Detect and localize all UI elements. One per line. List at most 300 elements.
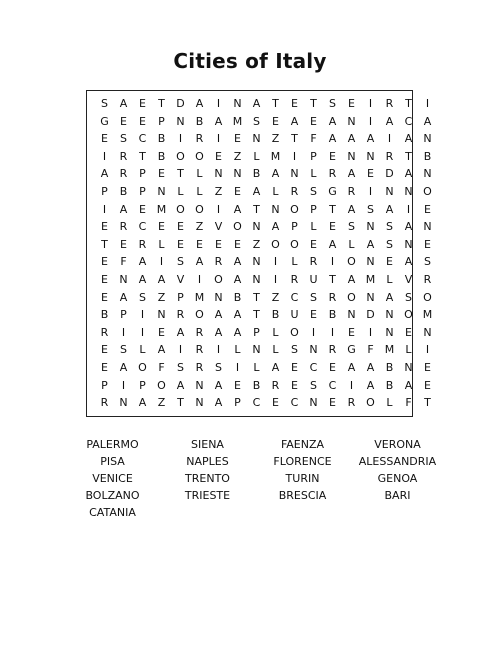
grid-row [95, 253, 437, 271]
grid-row [95, 289, 437, 307]
grid-letter: B [423, 149, 432, 163]
grid-letter: S [177, 255, 184, 269]
word-bank-item: SIENA [191, 438, 224, 451]
grid-letter: R [176, 308, 185, 322]
word-bank-item: VERONA [374, 438, 421, 451]
grid-letter: E [424, 202, 431, 216]
grid-letter: I [330, 255, 335, 269]
grid-letter: I [368, 114, 373, 128]
grid-letter: N [233, 97, 242, 110]
grid-letter: E [101, 132, 108, 146]
grid-row [95, 271, 437, 289]
grid-letter: E [215, 149, 222, 163]
grid-letter: B [157, 132, 166, 146]
grid-letter: T [101, 237, 108, 251]
grid-letter: E [329, 396, 336, 410]
grid-letter: B [100, 308, 109, 322]
grid-letter: B [195, 114, 204, 128]
grid-letter: P [139, 167, 146, 181]
grid-letter: P [310, 149, 317, 163]
grid-letter: A [119, 202, 128, 216]
grid-letter: A [214, 396, 223, 410]
grid-letter: I [368, 97, 373, 110]
grid-letter: E [234, 184, 241, 198]
grid-letter: B [385, 378, 394, 392]
grid-letter: O [233, 220, 242, 234]
grid-letter: N [347, 308, 356, 322]
grid-letter: A [119, 97, 128, 110]
grid-letter: R [271, 378, 280, 392]
grid-letter: N [423, 325, 432, 339]
grid-letter: D [176, 97, 185, 110]
grid-letter: N [252, 343, 261, 357]
grid-letter: M [270, 149, 281, 163]
grid-letter: U [309, 272, 318, 286]
grid-letter: P [234, 396, 241, 410]
grid-letter: E [291, 378, 298, 392]
grid-letter: E [139, 114, 146, 128]
grid-letter: T [405, 97, 412, 110]
grid-letter: L [405, 343, 412, 357]
grid-letter: A [233, 308, 242, 322]
grid-letter: I [159, 255, 164, 269]
grid-letter: N [309, 343, 318, 357]
grid-letter: A [214, 308, 223, 322]
grid-letter: L [253, 360, 260, 374]
grid-letter: C [290, 290, 299, 304]
grid-letter: T [329, 202, 336, 216]
grid-letter: A [347, 167, 356, 181]
grid-letter: P [139, 184, 146, 198]
grid-letter: A [233, 202, 242, 216]
grid-letter: I [216, 132, 221, 146]
grid-letter: L [234, 343, 241, 357]
grid-letter: I [216, 202, 221, 216]
grid-letter: A [328, 114, 337, 128]
grid-letter: I [368, 184, 373, 198]
grid-letter: Z [252, 237, 261, 251]
grid-letter: D [366, 308, 375, 322]
grid-letter: R [347, 396, 356, 410]
grid-letter: E [158, 167, 165, 181]
grid-letter: A [328, 132, 337, 146]
grid-letter: S [367, 202, 374, 216]
grid-letter: A [366, 237, 375, 251]
grid-letter: O [214, 272, 223, 286]
grid-letter: L [272, 325, 279, 339]
grid-letter: A [195, 255, 204, 269]
word-bank-item: TRIESTE [184, 489, 231, 502]
grid-letter: M [232, 114, 243, 128]
grid-letter: S [101, 97, 108, 110]
grid-letter: E [424, 237, 431, 251]
grid-letter: N [157, 308, 166, 322]
grid-letter: T [310, 97, 317, 110]
grid-letter: I [121, 325, 126, 339]
grid-letter: N [176, 114, 185, 128]
grid-letter: I [349, 378, 354, 392]
grid-letter: E [310, 114, 317, 128]
grid-letter: L [196, 167, 203, 181]
grid-letter: S [310, 290, 317, 304]
grid-letter: O [290, 237, 299, 251]
grid-letter: N [366, 290, 375, 304]
grid-letter: A [214, 378, 223, 392]
grid-letter: I [311, 325, 316, 339]
grid-letter: N [404, 184, 413, 198]
grid-row [95, 324, 437, 342]
grid-letter: T [329, 272, 336, 286]
grid-row [95, 377, 437, 395]
grid-letter: I [140, 308, 145, 322]
grid-letter: E [101, 290, 108, 304]
grid-letter: I [273, 272, 278, 286]
grid-letter: R [309, 255, 318, 269]
grid-letter: P [253, 325, 260, 339]
grid-letter: A [366, 132, 375, 146]
grid-letter: Z [157, 290, 166, 304]
grid-letter: A [119, 290, 128, 304]
grid-letter: E [272, 396, 279, 410]
grid-letter: C [404, 114, 413, 128]
grid-letter: L [177, 184, 184, 198]
grid-letter: O [290, 202, 299, 216]
grid-row [95, 236, 437, 254]
grid-letter: T [158, 97, 165, 110]
grid-letter: L [253, 149, 260, 163]
grid-letter: E [405, 325, 412, 339]
grid-letter: R [385, 97, 394, 110]
grid-letter: S [405, 290, 412, 304]
grid-letter: Z [233, 149, 242, 163]
grid-row [95, 218, 437, 236]
grid-letter: V [176, 272, 185, 286]
word-bank-item: BOLZANO [85, 489, 140, 502]
grid-letter: E [291, 97, 298, 110]
grid-letter: I [216, 97, 221, 110]
word-bank-item: GENOA [377, 472, 418, 485]
grid-letter: I [178, 132, 183, 146]
grid-letter: O [366, 396, 375, 410]
grid-letter: O [404, 308, 413, 322]
grid-letter: L [291, 255, 298, 269]
word-bank-item: FLORENCE [273, 455, 332, 468]
grid-row [95, 95, 437, 113]
grid-letter: R [119, 167, 128, 181]
grid-letter: F [120, 255, 127, 269]
grid-letter: R [100, 325, 109, 339]
grid-letter: R [328, 167, 337, 181]
grid-letter: M [194, 290, 205, 304]
grid-letter: S [253, 114, 260, 128]
grid-letter: B [233, 290, 242, 304]
grid-letter: R [328, 343, 337, 357]
grid-letter: O [138, 360, 147, 374]
grid-letter: N [290, 167, 299, 181]
word-bank-item: PALERMO [86, 438, 139, 451]
word-search-grid [86, 90, 433, 417]
grid-letter: E [234, 378, 241, 392]
grid-letter: A [271, 360, 280, 374]
grid-letter: E [348, 97, 355, 110]
grid-letter: E [158, 325, 165, 339]
word-bank-item: BARI [384, 489, 411, 502]
grid-letter: I [140, 325, 145, 339]
grid-letter: E [101, 255, 108, 269]
grid-letter: N [366, 255, 375, 269]
grid-letter: Z [214, 184, 223, 198]
grid-letter: R [119, 149, 128, 163]
grid-letter: R [290, 272, 299, 286]
grid-letter: R [195, 132, 204, 146]
grid-letter: N [271, 202, 280, 216]
grid-letter: R [119, 220, 128, 234]
grid-letter: A [100, 167, 109, 181]
word-bank-row [65, 453, 455, 470]
grid-letter: A [404, 255, 413, 269]
grid-letter: S [386, 237, 393, 251]
grid-row [95, 148, 437, 166]
grid-letter: A [404, 132, 413, 146]
grid-letter: A [271, 167, 280, 181]
grid-letter: A [138, 255, 147, 269]
grid-letter: O [271, 237, 280, 251]
grid-letter: P [158, 114, 165, 128]
grid-letter: N [157, 184, 166, 198]
grid-letter: N [347, 114, 356, 128]
grid-letter: T [405, 149, 412, 163]
grid-letter: C [309, 360, 318, 374]
grid-letter: G [100, 114, 109, 128]
word-bank [65, 436, 455, 521]
grid-letter: E [348, 325, 355, 339]
grid-letter: E [234, 237, 241, 251]
grid-letter: N [404, 360, 413, 374]
grid-letters [95, 95, 437, 412]
grid-letter: V [404, 272, 413, 286]
grid-letter: R [347, 184, 356, 198]
grid-letter: R [195, 343, 204, 357]
grid-letter: I [102, 202, 107, 216]
grid-letter: P [310, 202, 317, 216]
grid-letter: E [177, 237, 184, 251]
word-bank-row [65, 487, 455, 504]
grid-letter: E [215, 237, 222, 251]
grid-letter: S [291, 343, 298, 357]
grid-letter: N [385, 308, 394, 322]
grid-letter: E [177, 220, 184, 234]
grid-letter: I [425, 343, 430, 357]
grid-letter: A [404, 378, 413, 392]
grid-letter: N [366, 220, 375, 234]
grid-letter: E [310, 308, 317, 322]
grid-letter: N [195, 396, 204, 410]
grid-letter: N [233, 167, 242, 181]
grid-letter: A [233, 272, 242, 286]
grid-letter: R [214, 255, 223, 269]
grid-row [95, 113, 437, 131]
grid-letter: R [423, 272, 432, 286]
grid-row [95, 341, 437, 359]
grid-letter: A [119, 360, 128, 374]
grid-letter: T [139, 149, 146, 163]
grid-letter: G [328, 184, 337, 198]
word-bank-item: BRESCIA [278, 489, 327, 502]
grid-letter: R [100, 396, 109, 410]
grid-letter: A [404, 220, 413, 234]
grid-letter: N [366, 149, 375, 163]
grid-letter: O [176, 149, 185, 163]
grid-letter: O [290, 325, 299, 339]
grid-letter: E [101, 360, 108, 374]
grid-letter: N [423, 167, 432, 181]
word-bank-row [65, 470, 455, 487]
grid-letter: A [195, 97, 204, 110]
word-bank-item: PISA [100, 455, 125, 468]
grid-letter: R [195, 325, 204, 339]
grid-row [95, 183, 437, 201]
grid-letter: O [347, 255, 356, 269]
grid-letter: N [309, 396, 318, 410]
grid-letter: B [252, 378, 261, 392]
grid-letter: M [156, 202, 167, 216]
word-bank-item: ALESSANDRIA [358, 455, 437, 468]
grid-letter: F [310, 132, 317, 146]
grid-letter: O [423, 290, 432, 304]
grid-letter: R [290, 184, 299, 198]
grid-letter: T [291, 132, 298, 146]
grid-letter: E [386, 255, 393, 269]
grid-letter: C [138, 220, 147, 234]
grid-letter: E [101, 343, 108, 357]
grid-letter: E [329, 149, 336, 163]
grid-letter: N [347, 149, 356, 163]
word-bank-item: NAPLES [186, 455, 229, 468]
word-bank-item: TURIN [285, 472, 320, 485]
grid-letter: A [385, 290, 394, 304]
grid-letter: I [121, 378, 126, 392]
grid-letter: O [195, 149, 204, 163]
word-bank-item: FAENZA [280, 438, 325, 451]
grid-letter: N [214, 167, 223, 181]
grid-letter: I [178, 343, 183, 357]
grid-letter: A [157, 272, 166, 286]
grid-letter: C [290, 396, 299, 410]
grid-letter: P [101, 184, 108, 198]
grid-letter: C [138, 132, 147, 146]
grid-letter: E [120, 114, 127, 128]
grid-letter: E [272, 114, 279, 128]
grid-row [95, 201, 437, 219]
grid-letter: A [252, 184, 261, 198]
grid-row [95, 359, 437, 377]
grid-letter: M [422, 308, 433, 322]
grid-letter: U [290, 308, 299, 322]
grid-letter: A [214, 325, 223, 339]
grid-letter: A [176, 378, 185, 392]
grid-letter: O [195, 308, 204, 322]
grid-letter: E [424, 360, 431, 374]
grid-letter: N [252, 272, 261, 286]
grid-letter: I [292, 149, 297, 163]
grid-letter: O [195, 202, 204, 216]
grid-letter: A [138, 272, 147, 286]
grid-letter: Z [157, 396, 166, 410]
grid-letter: L [348, 237, 355, 251]
word-bank-item: CATANIA [89, 506, 136, 519]
grid-letter: A [290, 114, 299, 128]
grid-letter: B [252, 167, 261, 181]
grid-letter: I [368, 325, 373, 339]
grid-letter: B [157, 149, 166, 163]
grid-letter: B [271, 308, 280, 322]
grid-letter: A [233, 325, 242, 339]
grid-letter: F [367, 343, 374, 357]
grid-letter: M [365, 272, 376, 286]
grid-letter: I [235, 360, 240, 374]
grid-letter: S [348, 220, 355, 234]
grid-letter: N [119, 272, 128, 286]
grid-letter: S [139, 290, 146, 304]
grid-letter: A [214, 114, 223, 128]
grid-row [95, 130, 437, 148]
grid-row [95, 165, 437, 183]
grid-letter: S [177, 360, 184, 374]
grid-letter: A [366, 360, 375, 374]
grid-letter: E [329, 220, 336, 234]
grid-letter: L [386, 272, 393, 286]
grid-letter: N [119, 396, 128, 410]
grid-letter: N [385, 325, 394, 339]
grid-letter: A [347, 202, 356, 216]
grid-letter: Z [271, 290, 280, 304]
grid-letter: N [252, 255, 261, 269]
grid-letter: S [329, 97, 336, 110]
grid-letter: A [271, 220, 280, 234]
grid-letter: T [253, 202, 260, 216]
grid-letter: E [120, 237, 127, 251]
grid-letter: V [214, 220, 223, 234]
grid-row [95, 306, 437, 324]
grid-letter: T [177, 396, 184, 410]
grid-letter: A [176, 325, 185, 339]
grid-letter: E [196, 237, 203, 251]
grid-letter: R [195, 360, 204, 374]
grid-letter: I [387, 132, 392, 146]
grid-letter: S [310, 184, 317, 198]
grid-letter: P [291, 220, 298, 234]
grid-letter: A [157, 343, 166, 357]
grid-letter: E [101, 220, 108, 234]
grid-letter: A [347, 272, 356, 286]
grid-letter: N [252, 220, 261, 234]
grid-letter: T [424, 396, 431, 410]
grid-letter: R [328, 290, 337, 304]
grid-letter: R [138, 237, 147, 251]
grid-letter: I [425, 97, 430, 110]
grid-letter: S [215, 360, 222, 374]
grid-letter: E [329, 360, 336, 374]
grid-letter: T [272, 97, 279, 110]
grid-letter: G [347, 343, 356, 357]
grid-letter: N [195, 378, 204, 392]
word-bank-item: VENICE [92, 472, 133, 485]
grid-letter: O [176, 202, 185, 216]
grid-letter: I [216, 343, 221, 357]
grid-letter: S [120, 132, 127, 146]
page-title: Cities of Italy [173, 49, 327, 73]
grid-letter: A [366, 378, 375, 392]
